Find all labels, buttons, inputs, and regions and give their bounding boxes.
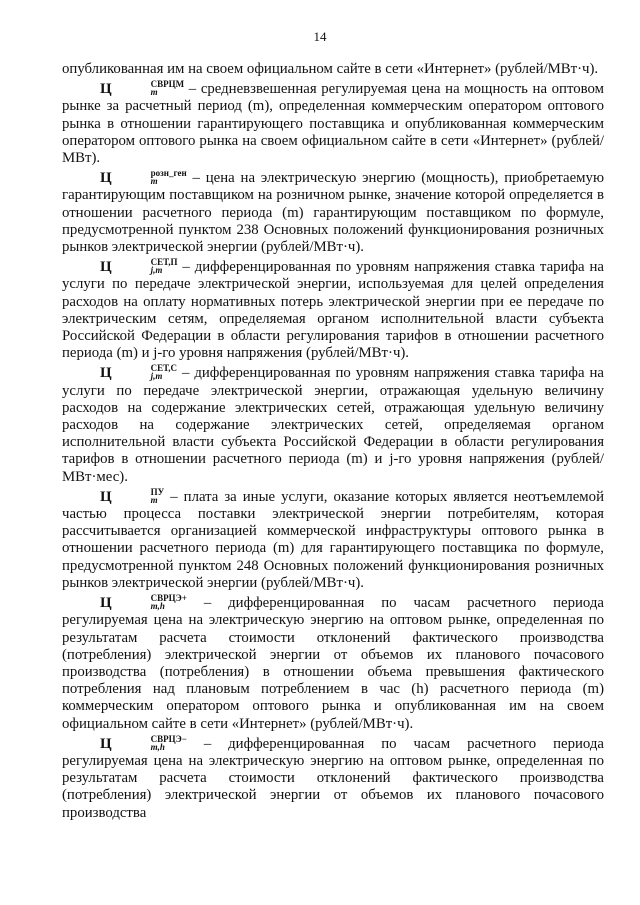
symbol-subscript: j,m: [150, 265, 163, 276]
page-number: 14: [313, 29, 327, 44]
symbol-indices: [113, 169, 187, 185]
paragraph: [62, 258, 604, 362]
formula-symbol: [100, 81, 184, 97]
symbol-superscript: ПУ: [150, 486, 165, 497]
symbol-base: Ц: [100, 81, 112, 98]
paragraph-text: – дифференцированная по уровням напряжения ставка тарифа на услуги по передаче электрической энергии, отражающая удельную величину расходов на содержание электрических сетей, отражающая удельную величину расходов на содержание электрических сетей, определяемая органом исполнительной власти субъекта Российской Федерации в области регулирования тарифов в отношении расчетного периода (m) и j-го уровня напряжения (рублей/МВт·мес).: [62, 365, 604, 485]
formula-symbol: [100, 365, 177, 381]
symbol-superscript: розн_ген: [150, 168, 187, 179]
paragraph: [62, 80, 604, 167]
symbol-indices: [113, 735, 187, 751]
formula-symbol: [100, 733, 187, 752]
formula-symbol: [100, 595, 187, 611]
paragraph-text: – цена на электрическую энергию (мощность), приобретаемую гарантирующим поставщиком на розничном рынке, значение которой определяется в отношении расчетного периода (m) гарантирующим поставщиком по формуле, предусмотренной пунктом 238 Основных положений функционирования розничных рынков электрической энергии (рублей/МВт·ч).: [62, 170, 604, 256]
symbol-indices: [113, 488, 165, 504]
symbol-base: Ц: [100, 259, 112, 276]
symbol-indices: [113, 364, 177, 380]
symbol-base: Ц: [100, 595, 112, 612]
paragraph: [62, 61, 604, 78]
formula-symbol: [100, 259, 178, 275]
formula-symbol: [100, 170, 187, 186]
document-body: [62, 61, 604, 824]
paragraph-text: – средневзвешенная регулируемая цена на мощность на оптовом рынке за расчетный период (m), определенная коммерческим оператором оптового рынка в отношении гарантирующего поставщика и опубликованная коммерческим оператором оптового рынка на своем официальном сайте в сети «Интернет» (рублей/МВт).: [62, 81, 604, 167]
symbol-base: Ц: [100, 365, 112, 382]
paragraph-text: – дифференцированная по уровням напряжения ставка тарифа на услуги по передаче электрической энергии, используемая для целей определения расходов на оплату нормативных потерь электрической энергии при ее передаче по электрическим сетям, определяемая органом исполнительной власти субъекта Российской Федерации в области регулирования тарифов в отношении расчетного периода (m) и j-го уровня напряжения (рублей/МВт·ч).: [62, 259, 604, 362]
symbol-base: Ц: [100, 735, 112, 752]
paragraph-text: – дифференцированная по часам расчетного периода регулируемая цена на электрическую энергию на оптовом рынке, определенная по результатам расчета стоимости отклонений фактического производства (потребления) электрической энергии от объемов их планового почасового производства (потребления) в отношении объема превышения фактического потребления над плановым потреблением в час (h) расчетного периода (m) коммерческим оператором оптового рынка и опубликованная им на своем официальном сайте в сети «Интернет» (рублей/МВт·ч).: [62, 595, 604, 732]
symbol-base: Ц: [100, 488, 112, 505]
symbol-superscript: СВРЦЭ+: [150, 593, 187, 604]
paragraph: [62, 594, 604, 733]
paragraph: [62, 488, 604, 592]
paragraph: [62, 169, 604, 256]
symbol-subscript: m: [150, 87, 158, 98]
paragraph: [62, 364, 604, 485]
formula-symbol: [100, 486, 165, 505]
symbol-superscript: СЕТ,С: [150, 363, 178, 374]
symbol-subscript: m,h: [150, 601, 165, 612]
symbol-subscript: m: [150, 494, 158, 505]
paragraph-text: – плата за иные услуги, оказание которых является неотъемлемой частью процесса поставки электрической энергии потребителям, которая рассчитывается организацией коммерческой инфраструктуры оптового рынка в отношении расчетного периода (m) для гарантирующего поставщика по формуле, предусмотренной пунктом 248 Основных положений функционирования розничных рынков электрической энергии (рублей/МВт·ч).: [62, 488, 604, 591]
symbol-subscript: m: [150, 176, 158, 187]
paragraph: [62, 735, 604, 822]
symbol-indices: [113, 258, 178, 274]
symbol-indices: [113, 594, 187, 610]
paragraph-text: опубликованная им на своем официальном сайте в сети «Интернет» (рублей/МВт·ч).: [62, 61, 599, 77]
symbol-superscript: СЕТ,П: [150, 257, 178, 268]
symbol-indices: [113, 80, 185, 96]
symbol-superscript: СВРЦЭ−: [150, 733, 187, 744]
symbol-subscript: m,h: [150, 741, 165, 752]
paragraph-text: – дифференцированная по часам расчетного периода регулируемая цена на электрическую энергию на оптовом рынке, определенная по результатам расчета стоимости отклонений фактического производства (потребления) электрической энергии от объемов их планового почасового производства: [62, 735, 604, 821]
symbol-subscript: j,m: [150, 371, 163, 382]
symbol-superscript: СВРЦМ: [150, 79, 185, 90]
symbol-base: Ц: [100, 170, 112, 187]
